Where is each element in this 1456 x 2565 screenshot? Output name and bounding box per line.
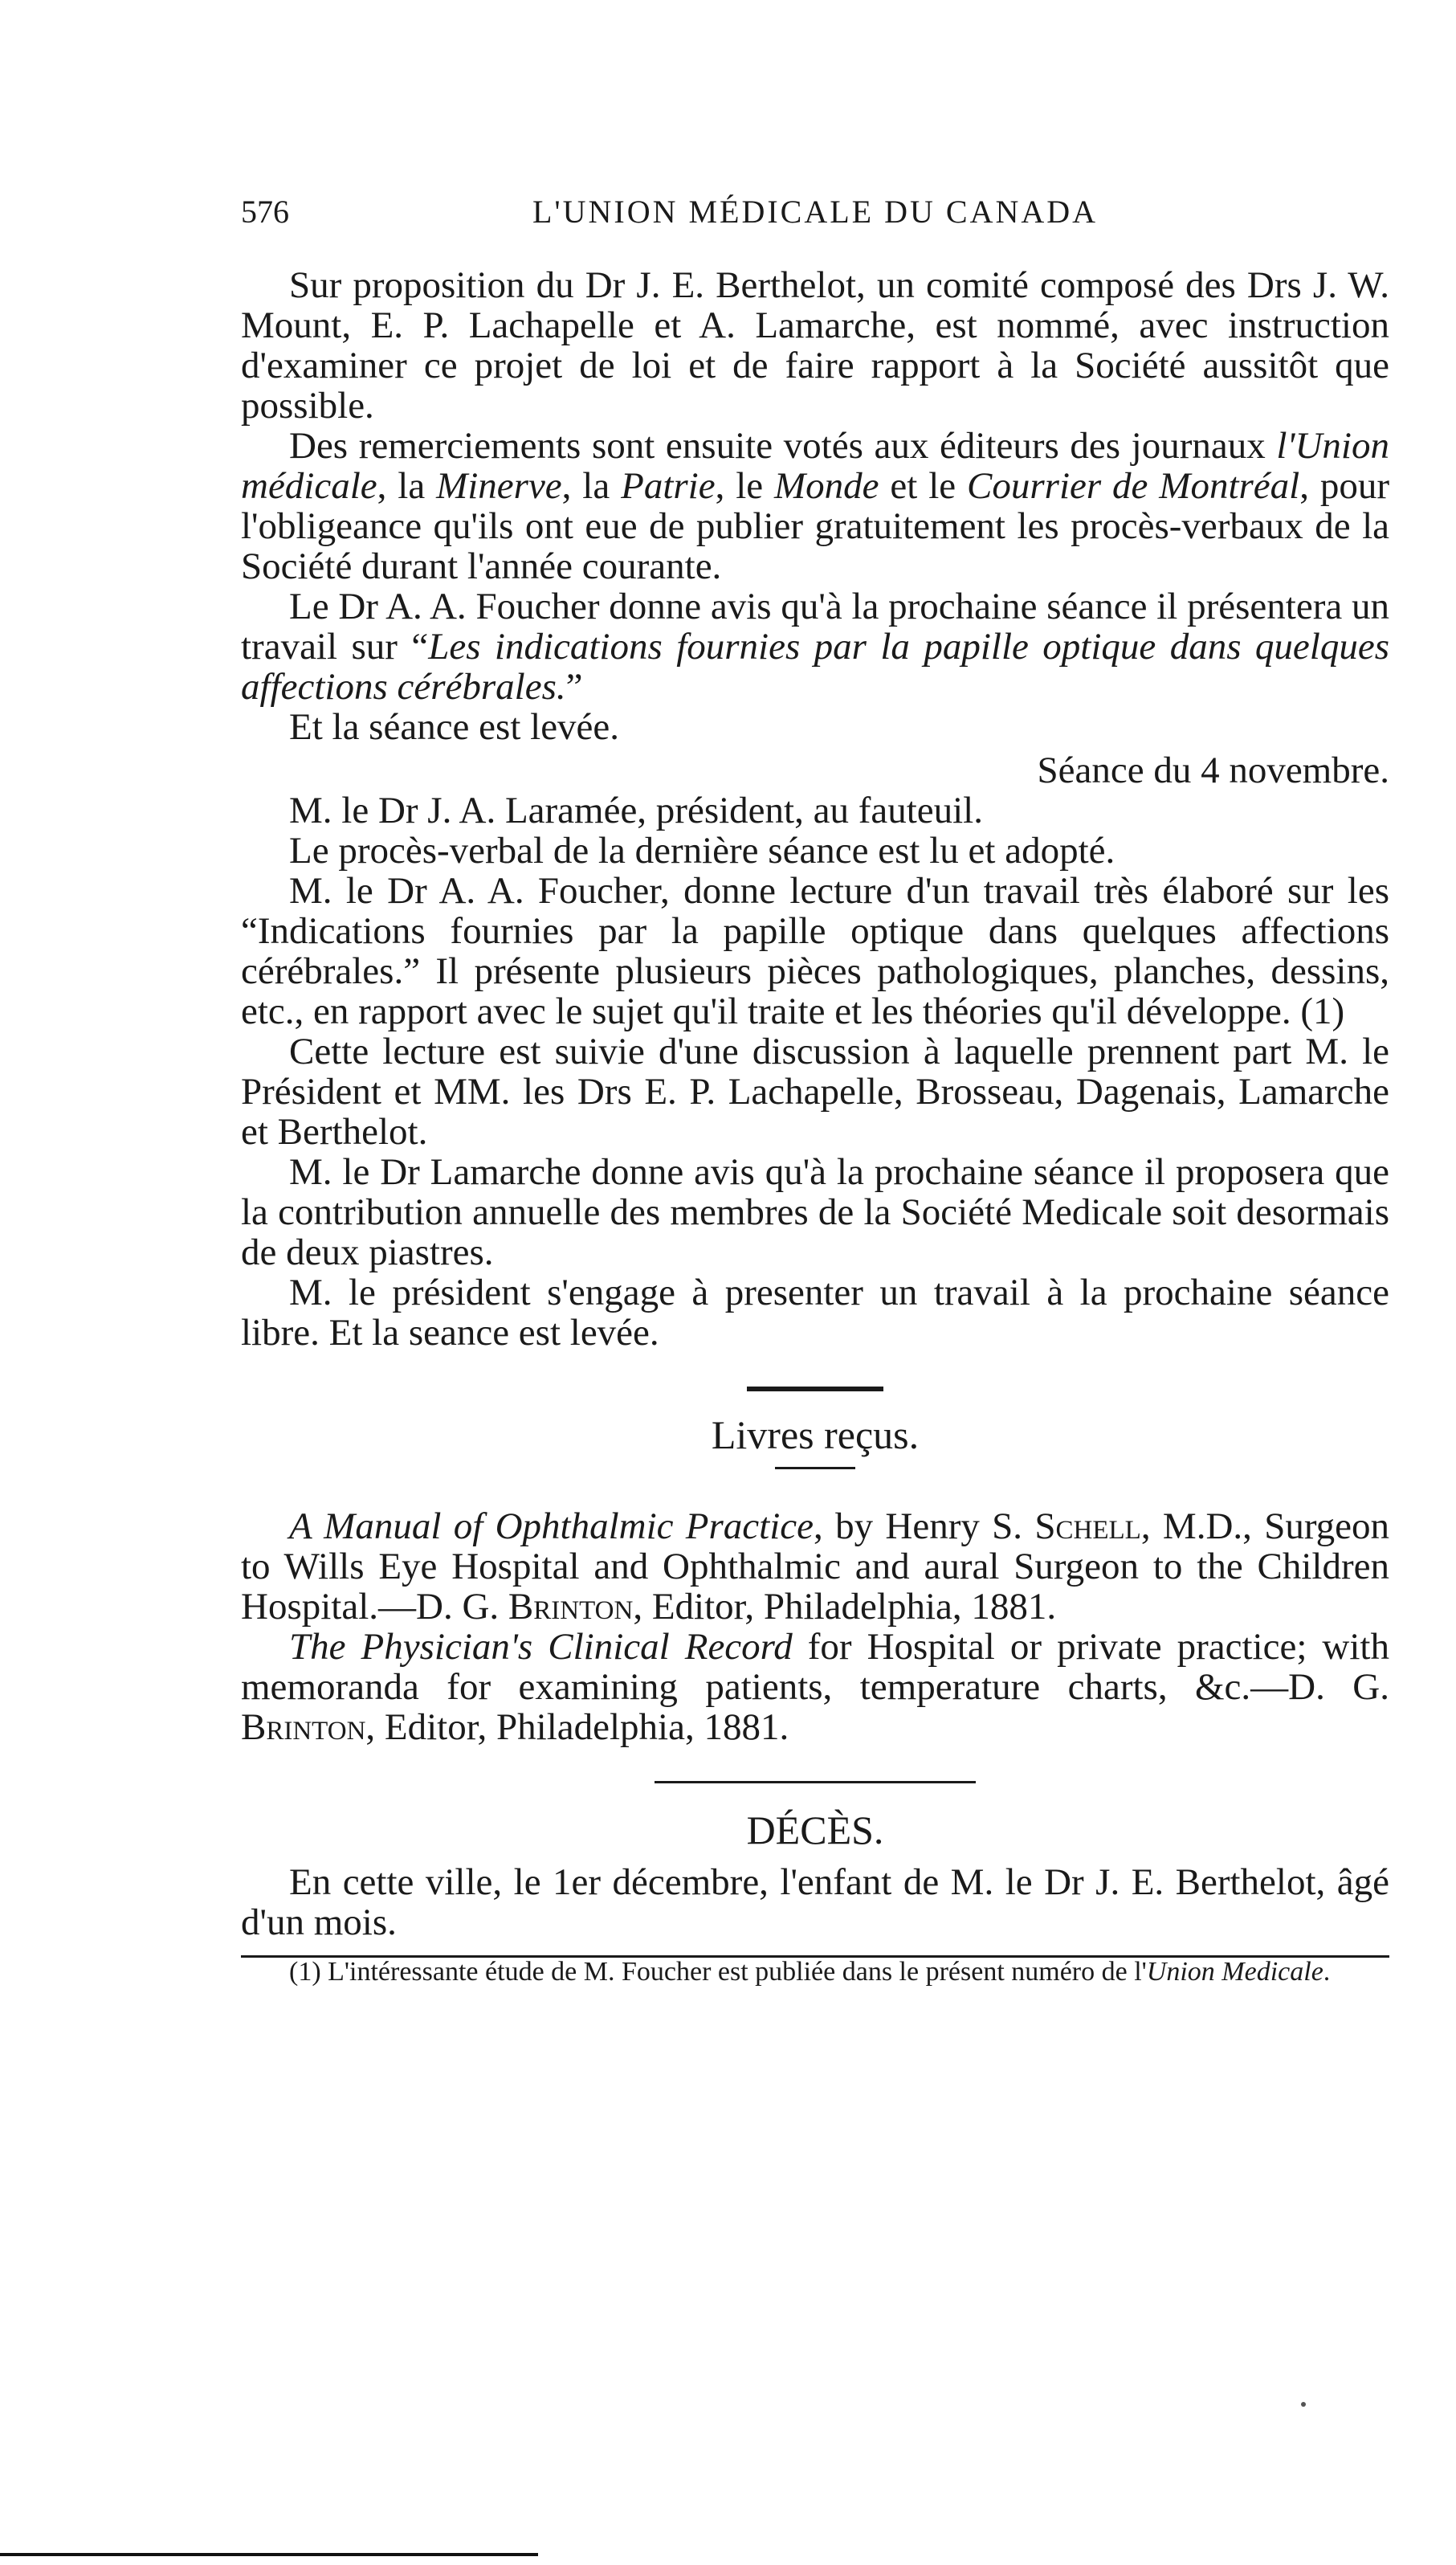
text-segment: Des remerciements sont ensuite votés aux éditeurs des journaux	[289, 425, 1277, 467]
paragraph-avis-lamarche: M. le Dr Lamarche donne avis qu'à la prochaine séance il proposera que la contribution annuelle des membres de la Société Medicale soit desormais de deux piastres.	[241, 1151, 1389, 1273]
paragraph-seance-levee: Et la séance est levée.	[289, 706, 620, 748]
author-name: Schell	[1034, 1505, 1141, 1547]
editor-name: Brinton	[508, 1586, 634, 1628]
text-segment: .	[1323, 1957, 1331, 1987]
section-title-deces: DÉCÈS.	[746, 1807, 884, 1852]
paragraph-lecture-foucher: M. le Dr A. A. Foucher, donne lecture d'un travail très élaboré sur les “Indications fournies par la papille optique dans quelques affections cérébrales.” Il présente plusieurs pièces pathologiques, planches, dessins, etc., en rapport avec le sujet qu'il traite et les théories qu'il développe. (1)	[241, 870, 1389, 1032]
book-entry-record	[241, 1627, 1389, 1747]
text-segment: Le Dr A. A. Foucher donne avis qu'à la prochaine séance il présentera un travail sur “	[241, 586, 1389, 668]
text-segment: , Editor, Philadelphia, 1881.	[365, 1706, 789, 1748]
book-entry-manual	[241, 1506, 1389, 1627]
footnote	[241, 1958, 1389, 1987]
paragraph-avis-foucher	[241, 586, 1389, 707]
text-segment: , by Henry S.	[814, 1505, 1035, 1547]
journal-name: Minerve	[436, 465, 562, 507]
book-title: The Physician's Clinical Record	[289, 1626, 793, 1668]
page-header	[241, 193, 1389, 241]
paragraph-proces-verbal: Le procès-verbal de la dernière séance est lu et adopté.	[289, 830, 1115, 872]
paragraph-remerciements	[241, 426, 1389, 586]
section-title-livres: Livres reçus.	[711, 1412, 920, 1457]
work-title: Les indications fournies par la papille optique dans quelques affections cérébrales.	[241, 626, 1389, 708]
text-segment: , pour l'obligeance qu'ils ont eue de publier gratuitement les procès-verbaux de la Société durant l'année courante.	[241, 465, 1390, 587]
session-heading: Séance du 4 novembre.	[1037, 749, 1389, 791]
section-divider	[747, 1387, 883, 1391]
paragraph-comite: Sur proposition du Dr J. E. Berthelot, un comité composé des Drs J. W. Mount, E. P. Lachapelle et A. Lamarche, est nommé, avec instruction d'examiner ce projet de loi et de faire rapport à la Société aussitôt que possible.	[241, 264, 1389, 427]
section-divider	[655, 1781, 976, 1783]
journal-name: Patrie	[621, 465, 716, 507]
text-segment: , la	[377, 465, 437, 507]
book-title: A Manual of Ophthalmic Practice	[289, 1505, 814, 1547]
journal-name: l'Union médicale	[241, 425, 1389, 507]
scan-edge-line	[0, 2553, 538, 2556]
text-segment: for Hospital or private practice; with memoranda for examining patients, temperature charts, &c.—D. G.	[241, 1626, 1389, 1708]
paragraph-discussion: Cette lecture est suivie d'une discussion à laquelle prennent part M. le Président et MM. les Drs E. P. Lachapelle, Brosseau, Dagenais, Lamarche et Berthelot.	[241, 1031, 1389, 1153]
text-segment: , M.D., Surgeon to Wills Eye Hospital and Ophthalmic and aural Surgeon to the Children Hospital.—D. G.	[241, 1505, 1390, 1628]
journal-name: Courrier de Montréal	[967, 465, 1300, 507]
text-segment: , Editor, Philadelphia, 1881.	[633, 1586, 1057, 1628]
page-number: 576	[241, 194, 289, 230]
running-title: L'UNION MÉDICALE DU CANADA	[532, 194, 1099, 230]
text-segment: (1) L'intéressante étude de M. Foucher est publiée dans le présent numéro de l'	[289, 1957, 1147, 1987]
page-body	[241, 265, 1389, 1987]
deces-entry: En cette ville, le 1er décembre, l'enfant de M. le Dr J. E. Berthelot, âgé d'un mois.	[241, 1861, 1389, 1943]
journal-name: Union Medicale	[1146, 1957, 1323, 1987]
title-underline	[775, 1467, 855, 1469]
scan-speck	[1301, 2402, 1306, 2407]
text-segment: et le	[879, 465, 968, 507]
text-segment: ”	[565, 666, 583, 708]
text-segment: , la	[561, 465, 622, 507]
paragraph-engagement: M. le président s'engage à presenter un travail à la prochaine séance libre. Et la seance est levée.	[241, 1272, 1389, 1354]
journal-name: Monde	[774, 465, 879, 507]
paragraph-president: M. le Dr J. A. Laramée, président, au fauteuil.	[289, 790, 983, 831]
text-segment: , le	[715, 465, 775, 507]
editor-name: Brinton	[241, 1706, 366, 1748]
